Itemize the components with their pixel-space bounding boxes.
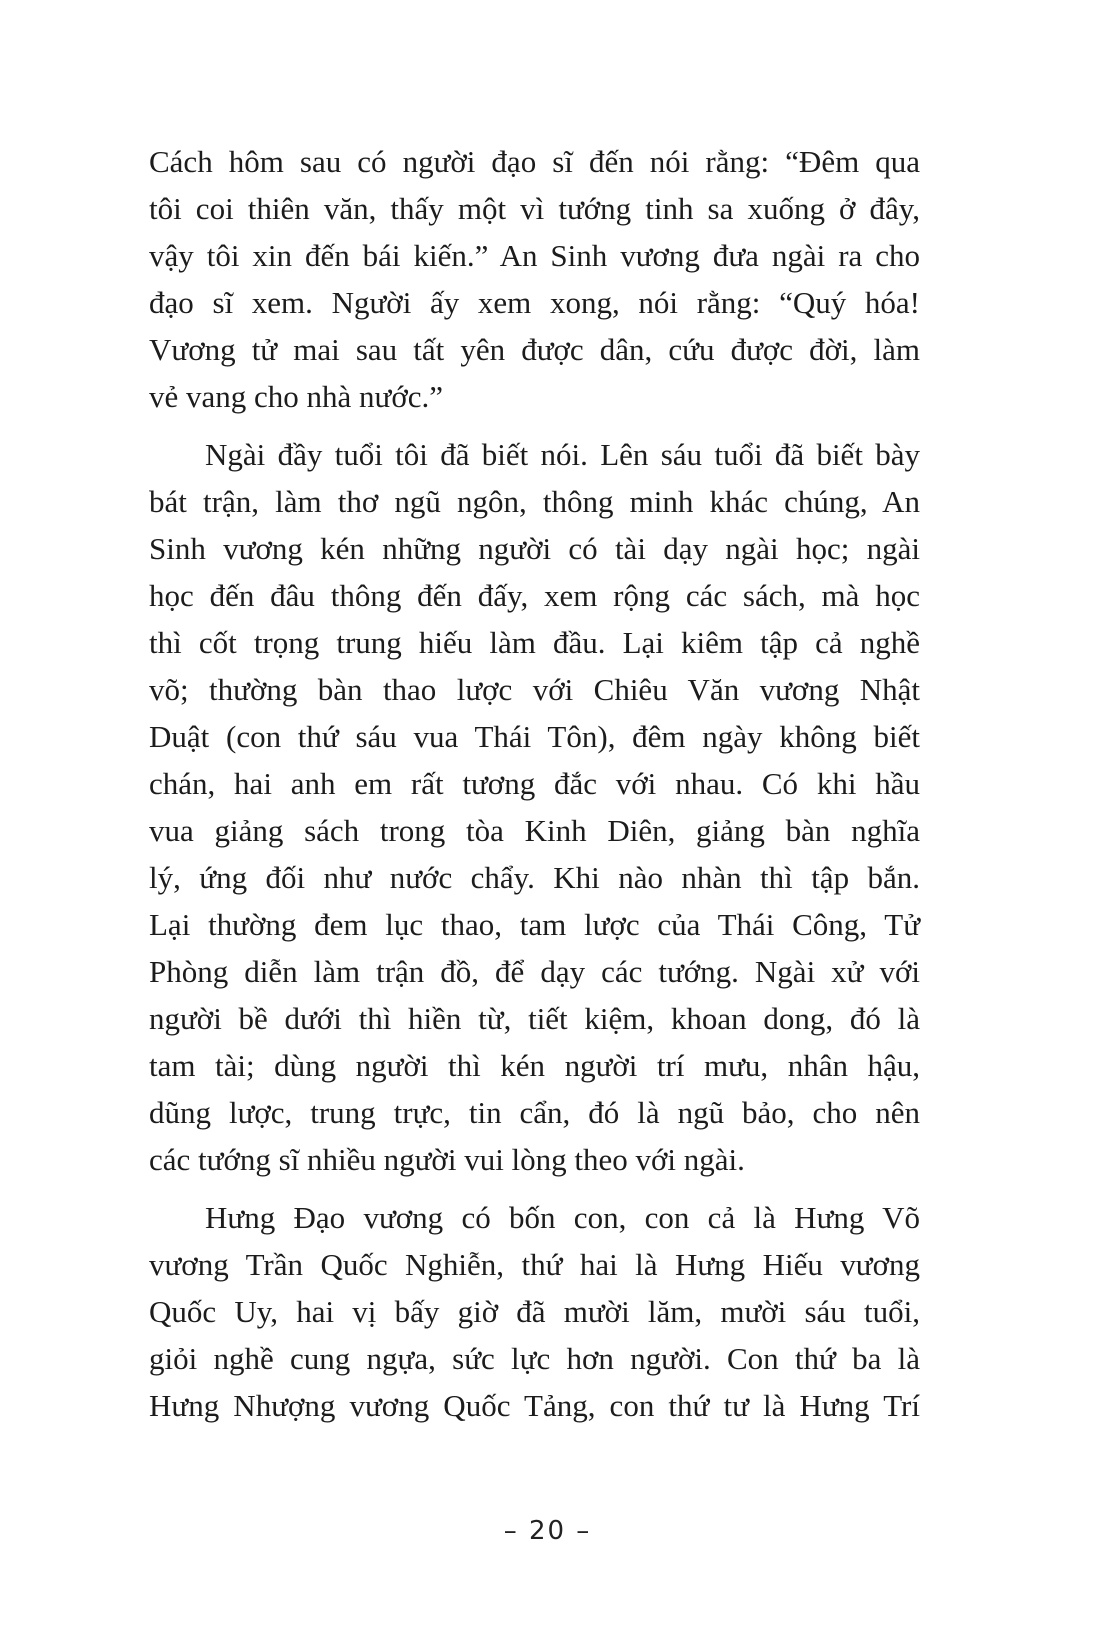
text-line: Vương tử mai sau tất yên được dân, cứu được đời, làm	[149, 332, 920, 367]
paragraph	[149, 431, 920, 1183]
text-line: người bề dưới thì hiền từ, tiết kiệm, khoan dong, đó là	[149, 1001, 920, 1036]
text-line: học đến đâu thông đến đấy, xem rộng các sách, mà học	[149, 578, 920, 613]
text-line: giỏi nghề cung ngựa, sức lực hơn người. Con thứ ba là	[149, 1341, 920, 1376]
text-line: tam tài; dùng người thì kén người trí mưu, nhân hậu,	[149, 1048, 920, 1083]
text-line: vua giảng sách trong tòa Kinh Diên, giảng bàn nghĩa	[149, 813, 920, 848]
paragraph	[149, 1194, 920, 1429]
text-line: các tướng sĩ nhiều người vui lòng theo với ngài.	[149, 1142, 745, 1177]
text-line: tôi coi thiên văn, thấy một vì tướng tinh sa xuống ở đây,	[149, 191, 920, 226]
text-line: Lại thường đem lục thao, tam lược của Thái Công, Tử	[149, 907, 920, 942]
text-line: vương Trần Quốc Nghiễn, thứ hai là Hưng Hiếu vương	[149, 1247, 920, 1282]
text-line: lý, ứng đối như nước chẩy. Khi nào nhàn thì tập bắn.	[149, 860, 920, 895]
text-line: vẻ vang cho nhà nước.”	[149, 379, 444, 414]
text-line: Hưng Nhượng vương Quốc Tảng, con thứ tư là Hưng Trí	[149, 1388, 920, 1423]
paragraph	[149, 138, 920, 420]
text-line: Sinh vương kén những người có tài dạy ngài học; ngài	[149, 531, 920, 566]
text-line: chán, hai anh em rất tương đắc với nhau. Có khi hầu	[149, 766, 920, 801]
text-line: Quốc Uy, hai vị bấy giờ đã mười lăm, mười sáu tuổi,	[149, 1294, 920, 1329]
text-line: Duật (con thứ sáu vua Thái Tôn), đêm ngày không biết	[149, 719, 920, 754]
text-line: bát trận, làm thơ ngũ ngôn, thông minh khác chúng, An	[149, 484, 920, 519]
text-line: dũng lược, trung trực, tin cẩn, đó là ngũ bảo, cho nên	[149, 1095, 920, 1130]
text-line: vậy tôi xin đến bái kiến.” An Sinh vương đưa ngài ra cho	[149, 238, 920, 273]
text-line: đạo sĩ xem. Người ấy xem xong, nói rằng: “Quý hóa!	[149, 285, 920, 320]
text-line: thì cốt trọng trung hiếu làm đầu. Lại kiêm tập cả nghề	[149, 625, 920, 660]
text-line: Ngài đầy tuổi tôi đã biết nói. Lên sáu tuổi đã biết bày	[205, 437, 920, 472]
text-line: võ; thường bàn thao lược với Chiêu Văn vương Nhật	[149, 672, 920, 707]
text-line: Hưng Đạo vương có bốn con, con cả là Hưng Võ	[205, 1200, 920, 1235]
text-block	[149, 138, 920, 1429]
page-number: – 20 –	[503, 1516, 592, 1546]
text-line: Phòng diễn làm trận đồ, để dạy các tướng. Ngài xử với	[149, 954, 920, 989]
text-line: Cách hôm sau có người đạo sĩ đến nói rằng: “Đêm qua	[149, 144, 920, 179]
